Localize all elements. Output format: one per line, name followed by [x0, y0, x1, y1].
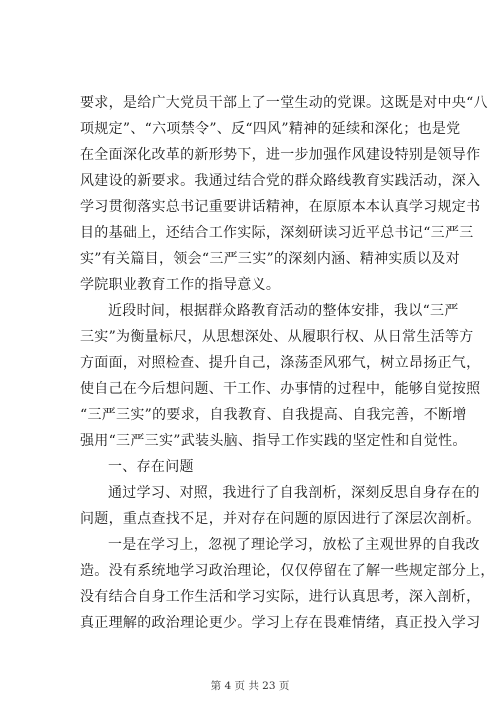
- paragraph-first-line: 一是在学习上，忽视了理论学习，放松了主观世界的自我改: [108, 537, 480, 553]
- text-line: 三实”为衡量标尺，从思想深处、从履职行权、从日常生活等方: [80, 329, 474, 345]
- paragraph-first-line: 通过学习、对照，我进行了自我剖析，深刻反思自身存在的: [108, 485, 480, 501]
- text-line: 风建设的新要求。我通过结合党的群众路线教育实践活动，深入: [80, 173, 481, 189]
- text-line: 方面面，对照检查、提升自己，涤荡歪风邪气，树立昂扬正气，: [80, 355, 481, 371]
- section-heading: 一、存在问题: [108, 459, 194, 475]
- text-line: 使自己在今后想问题、干工作、办事情的过程中，能够自觉按照: [80, 381, 481, 397]
- text-line: “三严三实”的要求，自我教育、自我提高、自我完善，不断增: [80, 407, 467, 423]
- text-line: 造。没有系统地学习政治理论，仅仅停留在了解一些规定部分上，: [80, 563, 495, 579]
- text-line: 强用“三严三实”武装头脑、指导工作实践的坚定性和自觉性。: [80, 433, 467, 449]
- text-line: 要求，是给广大党员干部上了一堂生动的党课。这既是对中央“八: [80, 95, 488, 111]
- page-footer: 第 4 页 共 23 页: [210, 680, 290, 692]
- text-line: 在全面深化改革的新形势下，进一步加强作风建设特别是领导作: [80, 147, 481, 163]
- text-line: 实”有关篇目，领会“三严三实”的深刻内涵、精神实质以及对: [80, 251, 460, 267]
- paragraph-first-line: 近段时间，根据群众路教育活动的整体安排，我以“三严: [108, 303, 459, 319]
- text-line: 项规定”、“六项禁令”、反“四风”精神的延续和深化；也是党: [80, 121, 461, 137]
- text-line: 真正理解的政治理论更少。学习上存在畏难情绪，真正投入学习: [80, 615, 481, 631]
- text-line: 学院职业教育工作的指导意义。: [80, 277, 281, 293]
- text-line: 没有结合自身工作生活和学习实际，进行认真思考，深入剖析，: [80, 589, 481, 605]
- text-line: 目的基础上，还结合工作实际，深刻研读习近平总书记“三严三: [80, 225, 474, 241]
- text-line: 学习贯彻落实总书记重要讲话精神，在原原本本认真学习规定书: [80, 199, 481, 215]
- text-line: 问题，重点查找不足，并对存在问题的原因进行了深层次剖析。: [80, 511, 481, 527]
